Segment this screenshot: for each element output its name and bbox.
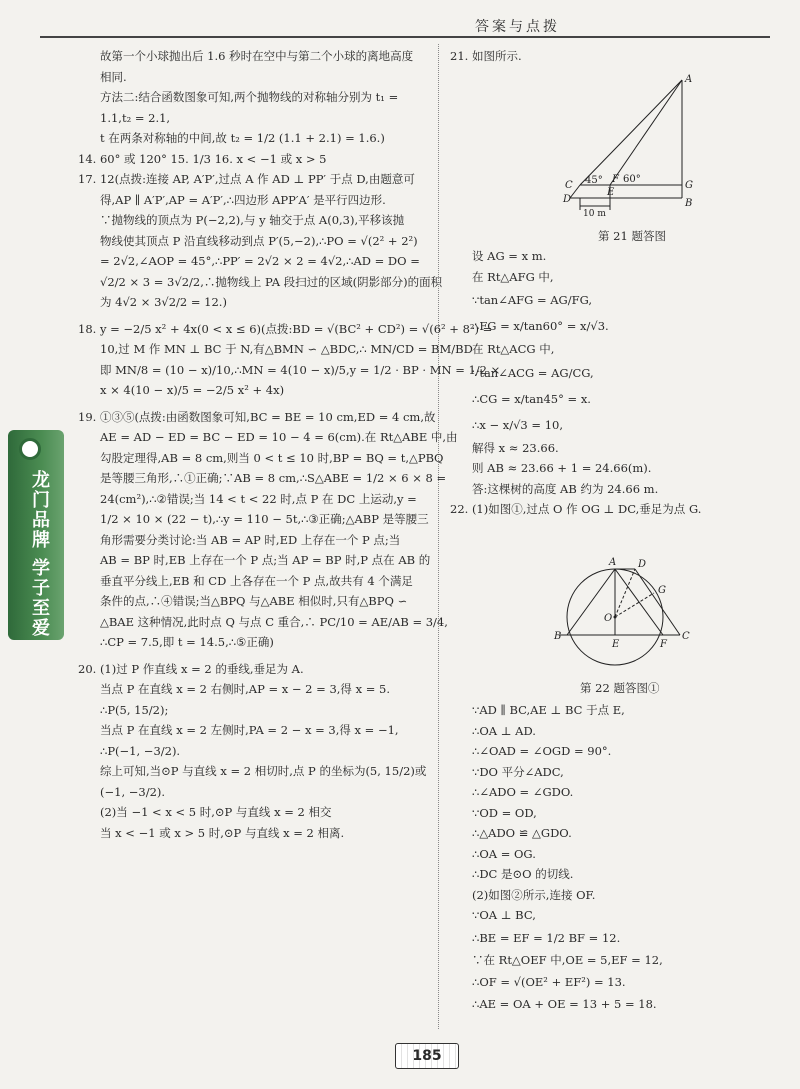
label-a: A bbox=[609, 557, 617, 568]
label-b: B bbox=[685, 198, 693, 209]
answer-line: t 在两条对称轴的中间,故 t₂ = 1/2 (1.1 + 2.1) = 1.6.) bbox=[100, 131, 385, 145]
center-point-o bbox=[614, 616, 617, 619]
answer-line: ∵OA ⊥ BC, bbox=[472, 908, 536, 922]
answer-line: ∵AD ∥ BC,AE ⊥ BC 于点 E, bbox=[472, 703, 625, 717]
line-ba bbox=[567, 569, 615, 635]
label-d: D bbox=[638, 559, 647, 570]
answer-line: ∴CG = x/tan45° = x. bbox=[472, 391, 591, 406]
label-g: G bbox=[658, 585, 666, 596]
answer-line: ∵OD = OD, bbox=[472, 805, 537, 820]
answer-line: ∴OA ⊥ AD. bbox=[472, 723, 536, 738]
label-g: G bbox=[685, 180, 693, 191]
label-60deg: 60° bbox=[623, 174, 641, 185]
answer-line: 20. (1)过 P 作直线 x = 2 的垂线,垂足为 A. bbox=[78, 661, 304, 676]
answer-line: 当 x < −1 或 x > 5 时,⊙P 与直线 x = 2 相离. bbox=[100, 825, 345, 840]
answer-line: 在 Rt△ACG 中, bbox=[472, 342, 555, 356]
right-column-mid bbox=[450, 246, 770, 520]
page-number bbox=[395, 1043, 459, 1069]
answer-line: ∴OA = OG. bbox=[472, 846, 536, 861]
answer-line: 垂直平分线上,EB 和 CD 上各存在一个 P 点,故共有 4 个满足 bbox=[100, 573, 413, 588]
figure-22-diagram bbox=[550, 555, 690, 675]
answer-line: 勾股定理得,AB = 8 cm,则当 0 < t ≤ 10 时,BP = BQ = t,△PBQ bbox=[100, 450, 444, 465]
answer-line: 则 AB ≈ 23.66 + 1 = 24.66(m). bbox=[472, 461, 652, 475]
answer-line: 是等腰三角形,∴①正确;∵AB = 8 cm,∴S△ABE = 1/2 × 6 × 8 = bbox=[100, 471, 447, 485]
side-brand-tab bbox=[8, 430, 64, 640]
answer-line: 1.1,t₂ = 2.1, bbox=[100, 110, 171, 125]
answer-line: (−1, −3/2). bbox=[100, 784, 166, 799]
answer-line: √2/2 × 3 = 3√2/2,∴抛物线上 PA 段扫过的区域(阴影部分)的面积 bbox=[100, 274, 443, 289]
answer-line: ∴x − x/√3 = 10, bbox=[472, 417, 563, 432]
answer-line: ∴FG = x/tan60° = x/√3. bbox=[472, 319, 609, 333]
answer-line: ∵DO 平分∠ADC, bbox=[472, 764, 564, 779]
figure-21-caption: 第 21 题答图 bbox=[598, 229, 666, 243]
answer-line: 得,AP ∥ A′P′,AP = A′P′,∴四边形 APP′A′ 是平行四边形. bbox=[100, 192, 386, 207]
answer-line: ∴DC 是⊙O 的切线. bbox=[472, 867, 574, 881]
answer-line: 条件的点,∴④错误;当△BPQ 与△ABE 相似时,只有△BPQ ∽ bbox=[100, 594, 408, 608]
right-column-top bbox=[450, 46, 770, 67]
answer-line: 故第一个小球抛出后 1.6 秒时在空中与第二个小球的离地高度 bbox=[100, 49, 414, 63]
answer-line: ∵tan∠AFG = AG/FG, bbox=[472, 293, 593, 307]
answer-line: = 2√2,∠AOP = 45°,∴PP′ = 2√2 × 2 = 4√2,∴AD = DO = bbox=[100, 254, 420, 268]
answer-line: 21. 如图所示. bbox=[450, 49, 522, 63]
answer-line: 物线使其顶点 P 沿直线移动到点 P′(5,−2),∴PO = √(2² + 2²) bbox=[100, 233, 418, 248]
header-title: 答案与点拨 bbox=[475, 19, 560, 35]
answer-line: 角形需要分类讨论:当 AB = AP 时,ED 上存在一个 P 点;当 bbox=[100, 532, 401, 547]
answer-line: 答:这棵树的高度 AB 约为 24.66 m. bbox=[472, 481, 659, 496]
answer-line: 24(cm²),∴②错误;当 14 < t < 22 时,点 P 在 DC 上运动,y = bbox=[100, 491, 417, 506]
answer-line: ∴P(5, 15/2); bbox=[100, 702, 169, 717]
label-10m: 10 m bbox=[583, 209, 606, 219]
line-fa bbox=[610, 80, 682, 185]
answer-line: 在 Rt△AFG 中, bbox=[472, 269, 554, 284]
right-column-bottom bbox=[450, 700, 770, 1015]
answer-line: ∵在 Rt△OEF 中,OE = 5,EF = 12, bbox=[472, 952, 663, 967]
answer-line: ∴∠OAD = ∠OGD = 90°. bbox=[472, 744, 612, 758]
answer-line: 10,过 M 作 MN ⊥ BC 于 N,有△BMN ∽ △BDC,∴ MN/CD = BM/BD bbox=[100, 342, 473, 356]
line-dc bbox=[635, 569, 680, 635]
line-ca bbox=[580, 80, 682, 185]
answer-line: 当点 P 在直线 x = 2 右侧时,AP = x − 2 = 3,得 x = 5. bbox=[100, 682, 390, 696]
answer-line: ∴△ADO ≌ △GDO. bbox=[472, 826, 572, 840]
answer-line: 方法二:结合函数图象可知,两个抛物线的对称轴分别为 t₁ = bbox=[100, 90, 399, 104]
figure-21-diagram bbox=[555, 70, 705, 220]
answer-line: ∴BE = EF = 1/2 BF = 12. bbox=[472, 930, 621, 945]
answer-line: (2)如图②所示,连接 OF. bbox=[472, 887, 596, 902]
page-header bbox=[40, 8, 770, 38]
answer-line: ∴CP = 7.5,即 t = 14.5,∴⑤正确) bbox=[100, 635, 274, 649]
answer-line: x × 4(10 − x)/5 = −2/5 x² + 4x) bbox=[100, 383, 285, 397]
answer-line: 相同. bbox=[100, 69, 127, 84]
answer-line: 19. ①③⑤(点拨:由函数图象可知,BC = BE = 10 cm,ED = 4 cm,故 bbox=[78, 409, 436, 424]
label-e: E bbox=[612, 639, 620, 650]
column-divider bbox=[438, 44, 439, 1029]
label-f: F bbox=[660, 639, 667, 650]
answer-line: ∴AE = OA + OE = 13 + 5 = 18. bbox=[472, 997, 657, 1011]
answer-line: 18. y = −2/5 x² + 4x(0 < x ≤ 6)(点拨:BD = √(BC² + CD²) = √(6² + 8²) = bbox=[78, 321, 493, 336]
label-a: A bbox=[685, 74, 693, 85]
answer-line: 设 AG = x m. bbox=[472, 249, 547, 263]
answer-line: 当点 P 在直线 x = 2 左侧时,PA = 2 − x = 3,得 x = −1, bbox=[100, 723, 399, 737]
page-number-text: 185 bbox=[412, 1048, 442, 1064]
answer-line: 17. 12(点拨:连接 AP, A′P′,过点 A 作 AD ⊥ PP′ 于点 D,由题意可 bbox=[78, 172, 415, 186]
answer-line: △BAE 这种情况,此时点 Q 与点 C 重合,∴ PC/10 = AE/AB = 3/4, bbox=[100, 614, 448, 629]
label-c: C bbox=[682, 631, 690, 642]
answer-line: 1/2 × 10 × (22 − t),∴y = 110 − 5t,∴③正确;△ABP 是等腰三 bbox=[100, 512, 429, 526]
answer-line: (2)当 −1 < x < 5 时,⊙P 与直线 x = 2 相交 bbox=[100, 805, 332, 819]
label-f: F bbox=[612, 174, 619, 185]
label-45deg: 45° bbox=[585, 175, 603, 186]
answer-line: ∴P(−1, −3/2). bbox=[100, 743, 181, 758]
label-c: C bbox=[565, 180, 573, 191]
side-brand-text: 龙门品牌 学子至爱 bbox=[29, 470, 50, 639]
answer-line: ∴OF = √(OE² + EF²) = 13. bbox=[472, 975, 626, 989]
answer-line: ∵抛物线的顶点为 P(−2,2),与 y 轴交于点 A(0,3),平移该抛 bbox=[100, 213, 405, 227]
brand-dot-icon bbox=[19, 438, 41, 460]
answer-line: 为 4√2 × 3√2/2 = 12.) bbox=[100, 295, 227, 309]
figure-22-caption: 第 22 题答图① bbox=[580, 681, 660, 695]
answer-line: 综上可知,当⊙P 与直线 x = 2 相切时,点 P 的坐标为(5, 15/2)或 bbox=[100, 764, 427, 778]
label-b: B bbox=[554, 631, 562, 642]
answer-line: AE = AD − ED = BC − ED = 10 − 4 = 6(cm).在 Rt△ABE 中,由 bbox=[100, 430, 458, 444]
answer-line: ∵tan∠ACG = AG/CG, bbox=[472, 365, 594, 380]
answer-line: 解得 x ≈ 23.66. bbox=[472, 440, 559, 455]
label-e: E bbox=[607, 187, 615, 198]
label-o: O bbox=[604, 613, 613, 624]
answer-line: AB = BP 时,EB 上存在一个 P 点;当 AP = BP 时,P 点在 AB 的 bbox=[100, 553, 431, 567]
line-af bbox=[615, 569, 663, 635]
label-d: D bbox=[563, 194, 572, 205]
answer-line: 22. (1)如图①,过点 O 作 OG ⊥ DC,垂足为点 G. bbox=[450, 502, 702, 516]
answer-line: 14. 60° 或 120° 15. 1/3 16. x < −1 或 x > 5 bbox=[78, 151, 327, 166]
answer-line: 即 MN/8 = (10 − x)/10,∴MN = 4(10 − x)/5,y = 1/2 · BP · MN = 1/2 × bbox=[100, 362, 501, 377]
answer-line: ∴∠ADO = ∠GDO. bbox=[472, 785, 574, 799]
